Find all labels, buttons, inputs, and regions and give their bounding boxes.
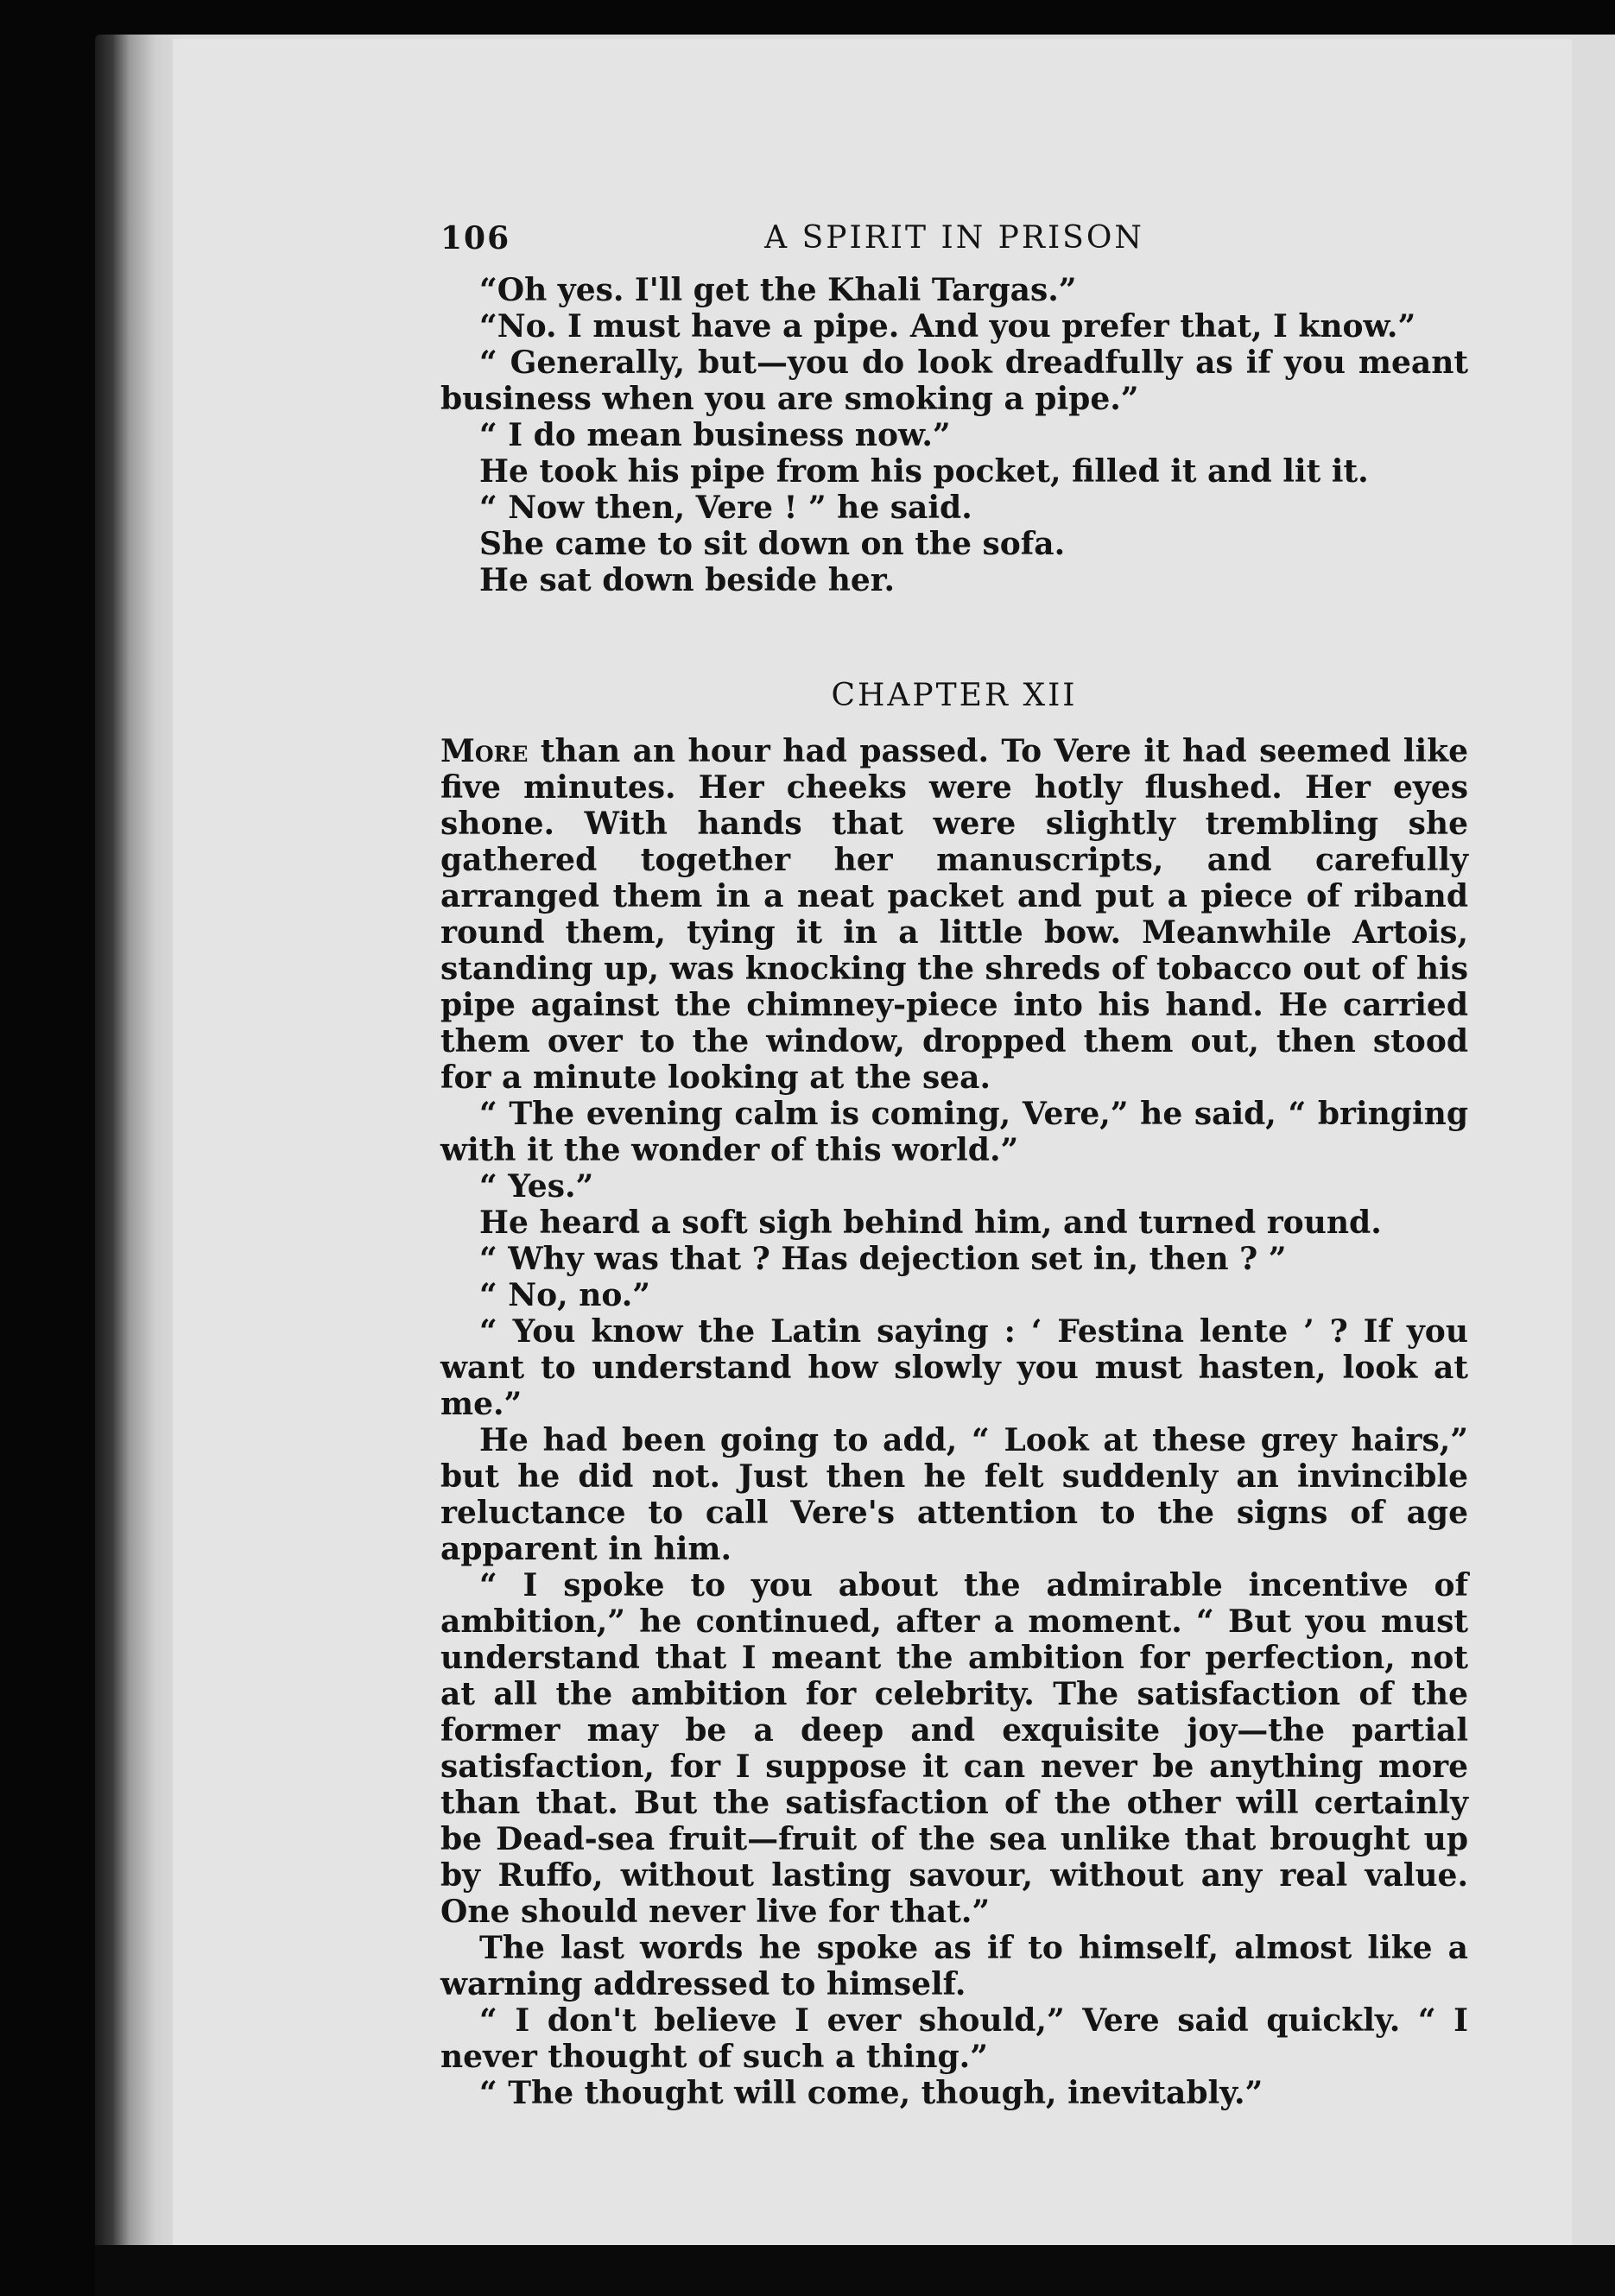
paragraph: “ I spoke to you about the admirable incentive of ambition,” he continued, after a moment. “ But you must understand that I meant the ambition for perfection, not at all the ambition for celebrity. The satisfaction of the former may be a deep and exquisite joy—the partial satisfaction, for I suppose it can never be anything more than that. But the satisfaction of the other will certainly be Dead-sea fruit—fruit of the sea unlike that brought up by Ruffo, without lasting savour, without any real value. One should never live for that.”: [440, 1567, 1468, 1930]
text-line: “No. I must have a pipe. And you prefer that, I know.”: [479, 308, 1416, 345]
text-line: He took his pipe from his pocket, filled it and lit it.: [479, 453, 1369, 490]
page-content: [440, 220, 1468, 2111]
text-line: “ Now then, Vere ! ” he said.: [479, 490, 972, 526]
scan-bottom-border: [95, 2245, 1615, 2296]
chapter-opening-paragraph: [440, 733, 1468, 1096]
paragraph: “ The thought will come, though, inevitably.”: [479, 2075, 1264, 2111]
paragraph: “ The evening calm is coming, Vere,” he said, “ bringing with it the wonder of this world.”: [440, 1096, 1468, 1168]
paragraph: “ Generally, but—you do look dreadfully as if you meant business when you are smoking a pipe.”: [440, 345, 1468, 417]
paragraph: He had been going to add, “ Look at these grey hairs,” but he did not. Just then he felt suddenly an invincible reluctance to call Vere's attention to the signs of age apparent in him.: [440, 1422, 1468, 1567]
running-header: [440, 220, 1468, 272]
paragraph: “ No, no.”: [479, 1277, 651, 1313]
paragraph: “ Yes.”: [479, 1168, 594, 1205]
text-line: “Oh yes. I'll get the Khali Targas.”: [479, 272, 1077, 308]
paragraph: “ I don't believe I ever should,” Vere said quickly. “ I never thought of such a thing.”: [440, 2002, 1468, 2075]
text-line: “ I do mean business now.”: [479, 417, 951, 453]
chapter-heading: CHAPTER XII: [831, 678, 1078, 713]
running-title: A SPIRIT IN PRISON: [764, 220, 1144, 256]
text-line: She came to sit down on the sofa.: [479, 526, 1066, 562]
paragraph: “ Why was that ? Has dejection set in, then ? ”: [479, 1241, 1287, 1277]
paragraph: The last words he spoke as if to himself, almost like a warning addressed to himself.: [440, 1930, 1468, 2002]
opening-text: than an hour had passed. To Vere it had seemed like five minutes. Her cheeks were hotly flushed. Her eyes shone. With hands that were slightly trembling she gathered together her manuscripts, and carefully arranged them in a neat packet and put a piece of riband round them, tying it in a little bow. Meanwhile Artois, standing up, was knocking the shreds of tobacco out of his pipe against the chimney-piece into his hand. He carried them over to the window, dropped them out, then stood for a minute looking at the sea.: [440, 733, 1468, 1096]
page-number: 106: [440, 220, 511, 256]
paragraph: “ You know the Latin saying : ‘ Festina lente ’ ? If you want to understand how slowly you must hasten, look at me.”: [440, 1313, 1468, 1422]
paragraph: He heard a soft sigh behind him, and turned round.: [479, 1205, 1382, 1241]
opening-word: More: [440, 733, 529, 769]
text-line: He sat down beside her.: [479, 562, 895, 598]
